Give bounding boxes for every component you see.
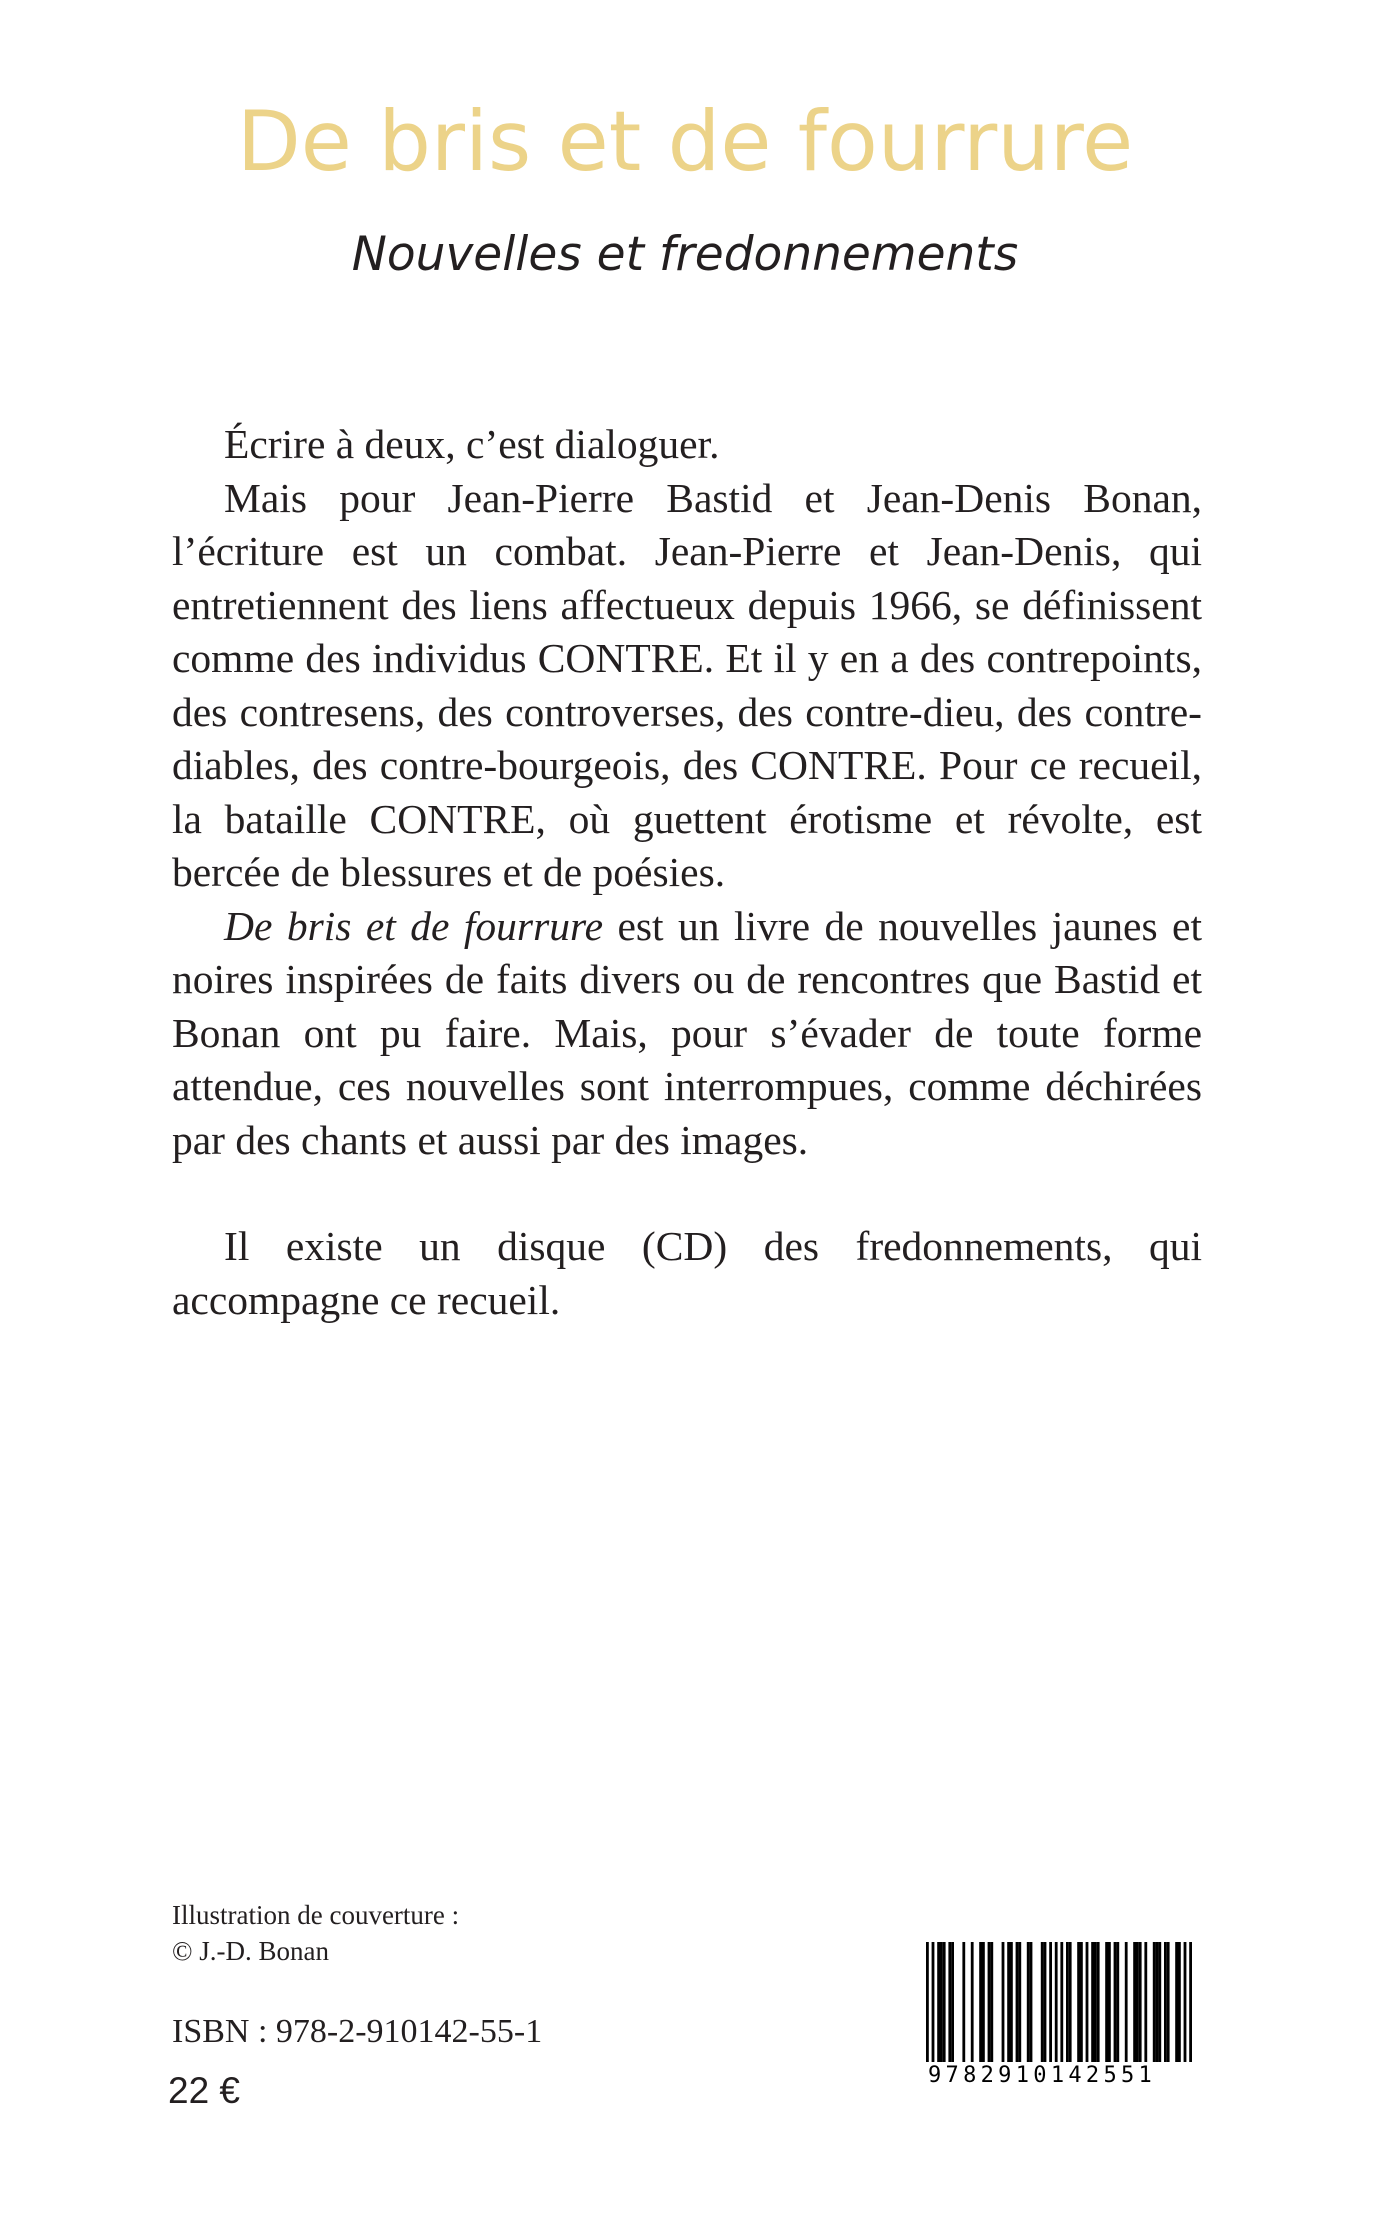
barcode-bar xyxy=(932,1942,935,2062)
barcode-bar xyxy=(1153,1942,1156,2062)
barcode-bar xyxy=(1069,1942,1072,2062)
barcode-bar xyxy=(1086,1942,1089,2062)
barcode-bar xyxy=(943,1942,946,2062)
blurb-paragraph-2: Mais pour Jean-Pierre Bastid et Jean-Denis Bonan, l’écriture est un combat. Jean-Pierre et Jean-Denis, qui entretiennent des liens affectueux depuis 1966, se définissent comme des individus CONTRE. Et il y en a des contrepoints, des contresens, des controverses, des contre-dieu, des contre-diables, des contre-bourgeois, des CONTRE. Pour ce recueil, la bataille CONTRE, où guettent érotisme et révolte, est bercée de blessures et de poésies. xyxy=(172,474,1202,895)
barcode-bar xyxy=(1077,1942,1080,2062)
blurb-paragraph-3-text: est un livre de nouvelles jaunes et noires inspirées de faits divers ou de rencontres que Bastid et Bonan ont pu faire. Mais, pour s’évader de toute forme attendue, ces nouvelles sont interrompues, comme déchirées par des chants et aussi par des images. xyxy=(172,902,1203,1163)
back-cover-blurb xyxy=(172,418,1202,1327)
barcode-bar xyxy=(1002,1942,1005,2062)
barcode-bar xyxy=(1156,1942,1159,2062)
barcode-bar xyxy=(1007,1942,1010,2062)
barcode-bar xyxy=(937,1942,940,2062)
barcode-bar xyxy=(1010,1942,1013,2062)
barcode-bar xyxy=(1027,1942,1030,2062)
barcode-bar xyxy=(982,1942,985,2062)
barcode-bar xyxy=(948,1942,951,2062)
barcode-bar xyxy=(926,1942,929,2062)
barcode-digits: 9782910142551 xyxy=(928,2062,1204,2090)
barcode-bar xyxy=(971,1942,974,2062)
barcode-bar xyxy=(1184,1942,1187,2062)
barcode-bar xyxy=(1091,1942,1094,2062)
barcode-bar xyxy=(1136,1942,1139,2062)
barcode-bar xyxy=(1066,1942,1069,2062)
barcode-bar xyxy=(979,1942,982,2062)
price: 22 € xyxy=(168,2070,241,2111)
barcode-bar xyxy=(1018,1942,1021,2062)
barcode-bar xyxy=(1041,1942,1044,2062)
barcode-bar xyxy=(1114,1942,1117,2062)
barcode-bar xyxy=(1116,1942,1119,2062)
barcode-bar xyxy=(1105,1942,1108,2062)
cover-illustration-credit xyxy=(172,1897,459,1969)
barcode-bar xyxy=(940,1942,943,2062)
barcode-bar xyxy=(951,1942,954,2062)
barcode-bar xyxy=(1164,1942,1167,2062)
blurb-paragraph-4: Il existe un disque (CD) des fredonnements, qui accompagne ce recueil. xyxy=(172,1223,1202,1323)
credit-author: © J.-D. Bonan xyxy=(172,1936,330,1966)
blurb-book-title: De bris et de fourrure xyxy=(224,902,604,949)
barcode-bar xyxy=(1133,1942,1136,2062)
isbn-number: ISBN : 978-2-910142-55-1 xyxy=(172,2013,543,2050)
barcode-bar xyxy=(1044,1942,1047,2062)
barcode-bar xyxy=(1175,1942,1178,2062)
barcode-bar xyxy=(1030,1942,1033,2062)
barcode-bar xyxy=(1016,1942,1019,2062)
barcode-bar xyxy=(1108,1942,1111,2062)
barcode-bar xyxy=(1139,1942,1142,2062)
blurb-paragraph-1: Écrire à deux, c’est dialoguer. xyxy=(224,421,720,467)
barcode-bar xyxy=(962,1942,965,2062)
barcode-bar xyxy=(988,1942,991,2062)
book-title: De bris et de fourrure xyxy=(236,93,1134,190)
barcode-bar xyxy=(1049,1942,1052,2062)
barcode-bar xyxy=(1097,1942,1100,2062)
barcode-bar xyxy=(1125,1942,1128,2062)
isbn-barcode xyxy=(908,1942,1204,2090)
barcode-bar xyxy=(1060,1942,1063,2062)
credit-label: Illustration de couverture : xyxy=(172,1900,460,1930)
barcode-bar xyxy=(1189,1942,1192,2062)
barcode-bar xyxy=(1158,1942,1161,2062)
barcode-bar xyxy=(990,1942,993,2062)
barcode-bar xyxy=(1055,1942,1058,2062)
blurb-paragraph-3 xyxy=(172,900,1202,1168)
barcode-bar xyxy=(1167,1942,1170,2062)
barcode-bar xyxy=(1094,1942,1097,2062)
barcode-bar xyxy=(1080,1942,1083,2062)
book-subtitle: Nouvelles et fredonnements xyxy=(351,227,1019,282)
barcode-bar xyxy=(1144,1942,1147,2062)
barcode-bar xyxy=(1178,1942,1181,2062)
